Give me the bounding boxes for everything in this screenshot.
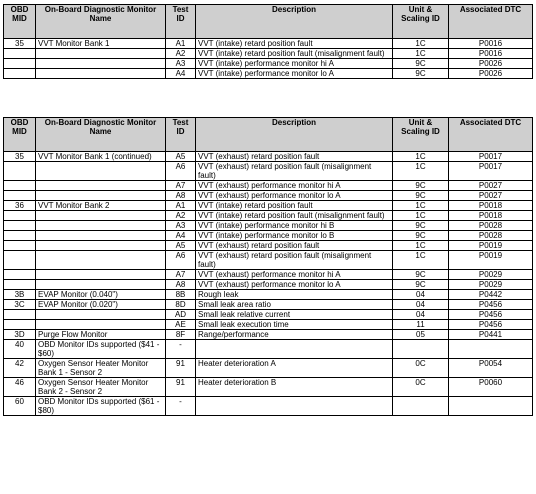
obd-mid-cell: 60 [4, 397, 36, 416]
obd-mid-cell [4, 270, 36, 280]
obd-mid-cell: 36 [4, 201, 36, 211]
dtc-cell: P0016 [449, 49, 533, 59]
header-unit-scaling: Unit & Scaling ID [393, 5, 449, 39]
monitor-name-cell: VVT Monitor Bank 1 [36, 39, 166, 49]
obd-mid-cell: 35 [4, 152, 36, 162]
header-associated-dtc: Associated DTC [449, 118, 533, 152]
description-cell: Rough leak [196, 290, 393, 300]
test-id-cell: A7 [166, 181, 196, 191]
dtc-cell: P0456 [449, 320, 533, 330]
monitor-name-cell: VVT Monitor Bank 2 [36, 201, 166, 211]
table-row [4, 290, 533, 300]
dtc-cell: P0026 [449, 59, 533, 69]
unit-scaling-cell: 04 [393, 300, 449, 310]
description-cell: VVT (exhaust) retard position fault (misalignment fault) [196, 162, 393, 181]
monitor-name-cell: Oxygen Sensor Heater Monitor Bank 2 - Sensor 2 [36, 378, 166, 397]
unit-scaling-cell: 1C [393, 39, 449, 49]
table-1-body [4, 39, 533, 79]
test-id-cell: A1 [166, 39, 196, 49]
monitor-name-cell [36, 191, 166, 201]
table-row [4, 162, 533, 181]
dtc-cell: P0017 [449, 162, 533, 181]
dtc-cell: P0456 [449, 310, 533, 320]
monitor-name-cell [36, 310, 166, 320]
monitor-name-cell: Purge Flow Monitor [36, 330, 166, 340]
header-description: Description [196, 5, 393, 39]
test-id-cell: - [166, 340, 196, 359]
dtc-cell: P0019 [449, 251, 533, 270]
header-associated-dtc: Associated DTC [449, 5, 533, 39]
description-cell: VVT (exhaust) retard position fault [196, 152, 393, 162]
unit-scaling-cell: 04 [393, 310, 449, 320]
description-cell: VVT (exhaust) performance monitor lo A [196, 191, 393, 201]
unit-scaling-cell: 0C [393, 359, 449, 378]
test-id-cell: A6 [166, 251, 196, 270]
obd-mid-cell [4, 221, 36, 231]
dtc-cell: P0441 [449, 330, 533, 340]
description-cell: VVT (intake) performance monitor hi A [196, 59, 393, 69]
description-cell: Range/performance [196, 330, 393, 340]
obd-table-2 [3, 117, 533, 416]
dtc-cell: P0016 [449, 39, 533, 49]
description-cell [196, 340, 393, 359]
header-monitor-name: On-Board Diagnostic Monitor Name [36, 118, 166, 152]
dtc-cell: P0028 [449, 231, 533, 241]
description-cell: Small leak execution time [196, 320, 393, 330]
obd-mid-cell [4, 211, 36, 221]
unit-scaling-cell: 1C [393, 251, 449, 270]
table-row [4, 49, 533, 59]
obd-mid-cell: 46 [4, 378, 36, 397]
obd-table-1 [3, 4, 533, 79]
dtc-cell: P0060 [449, 378, 533, 397]
monitor-name-cell [36, 211, 166, 221]
obd-mid-cell: 35 [4, 39, 36, 49]
monitor-name-cell [36, 231, 166, 241]
monitor-name-cell [36, 162, 166, 181]
unit-scaling-cell: 1C [393, 49, 449, 59]
unit-scaling-cell: 1C [393, 201, 449, 211]
dtc-cell: P0019 [449, 241, 533, 251]
dtc-cell: P0456 [449, 300, 533, 310]
test-id-cell: A6 [166, 162, 196, 181]
unit-scaling-cell: 9C [393, 181, 449, 191]
unit-scaling-cell: 9C [393, 221, 449, 231]
obd-mid-cell [4, 162, 36, 181]
unit-scaling-cell: 9C [393, 59, 449, 69]
unit-scaling-cell: 9C [393, 270, 449, 280]
description-cell: VVT (intake) performance monitor lo B [196, 231, 393, 241]
unit-scaling-cell: 1C [393, 162, 449, 181]
dtc-cell: P0027 [449, 191, 533, 201]
table-row [4, 231, 533, 241]
header-test-id: Test ID [166, 118, 196, 152]
test-id-cell: - [166, 397, 196, 416]
monitor-name-cell: EVAP Monitor (0.020") [36, 300, 166, 310]
table-row [4, 191, 533, 201]
monitor-name-cell [36, 181, 166, 191]
monitor-name-cell: OBD Monitor IDs supported ($41 - $60) [36, 340, 166, 359]
header-description: Description [196, 118, 393, 152]
dtc-cell: P0028 [449, 221, 533, 231]
monitor-name-cell [36, 241, 166, 251]
description-cell: VVT (exhaust) retard position fault (misalignment fault) [196, 251, 393, 270]
obd-mid-cell: 40 [4, 340, 36, 359]
table-row [4, 280, 533, 290]
table-row [4, 211, 533, 221]
description-cell: VVT (intake) performance monitor lo A [196, 69, 393, 79]
obd-mid-cell [4, 310, 36, 320]
monitor-name-cell: EVAP Monitor (0.040") [36, 290, 166, 300]
obd-mid-cell: 3B [4, 290, 36, 300]
monitor-name-cell [36, 270, 166, 280]
unit-scaling-cell [393, 340, 449, 359]
obd-mid-cell: 42 [4, 359, 36, 378]
table-row [4, 310, 533, 320]
table-row [4, 320, 533, 330]
monitor-name-cell [36, 280, 166, 290]
header-unit-scaling: Unit & Scaling ID [393, 118, 449, 152]
test-id-cell: A2 [166, 49, 196, 59]
obd-mid-cell [4, 49, 36, 59]
test-id-cell: A7 [166, 270, 196, 280]
dtc-cell: P0018 [449, 201, 533, 211]
monitor-name-cell [36, 59, 166, 69]
test-id-cell: A8 [166, 280, 196, 290]
unit-scaling-cell: 9C [393, 191, 449, 201]
header-test-id: Test ID [166, 5, 196, 39]
unit-scaling-cell: 1C [393, 152, 449, 162]
description-cell: VVT (exhaust) retard position fault [196, 241, 393, 251]
table-row [4, 251, 533, 270]
description-cell: VVT (intake) retard position fault (misalignment fault) [196, 211, 393, 221]
monitor-name-cell: OBD Monitor IDs supported ($61 - $80) [36, 397, 166, 416]
description-cell [196, 397, 393, 416]
unit-scaling-cell [393, 397, 449, 416]
table-row [4, 330, 533, 340]
description-cell: VVT (exhaust) performance monitor hi A [196, 270, 393, 280]
test-id-cell: A5 [166, 152, 196, 162]
description-cell: VVT (exhaust) performance monitor hi A [196, 181, 393, 191]
test-id-cell: 91 [166, 378, 196, 397]
monitor-name-cell: Oxygen Sensor Heater Monitor Bank 1 - Sensor 2 [36, 359, 166, 378]
dtc-cell: P0018 [449, 211, 533, 221]
obd-mid-cell [4, 280, 36, 290]
description-cell: VVT (intake) performance monitor hi B [196, 221, 393, 231]
dtc-cell: P0027 [449, 181, 533, 191]
unit-scaling-cell: 05 [393, 330, 449, 340]
table-row [4, 69, 533, 79]
monitor-name-cell [36, 221, 166, 231]
table-row [4, 340, 533, 359]
table-row [4, 378, 533, 397]
dtc-cell: P0029 [449, 270, 533, 280]
monitor-name-cell [36, 49, 166, 59]
header-obd-mid: OBD MID [4, 118, 36, 152]
obd-mid-cell [4, 231, 36, 241]
obd-mid-cell [4, 320, 36, 330]
description-cell: VVT (intake) retard position fault [196, 39, 393, 49]
unit-scaling-cell: 1C [393, 211, 449, 221]
obd-mid-cell [4, 59, 36, 69]
test-id-cell: 8D [166, 300, 196, 310]
description-cell: Heater deterioration B [196, 378, 393, 397]
table-row [4, 397, 533, 416]
obd-mid-cell [4, 69, 36, 79]
unit-scaling-cell: 11 [393, 320, 449, 330]
test-id-cell: AE [166, 320, 196, 330]
monitor-name-cell [36, 251, 166, 270]
table-row [4, 241, 533, 251]
table-row [4, 359, 533, 378]
monitor-name-cell: VVT Monitor Bank 1 (continued) [36, 152, 166, 162]
description-cell: Heater deterioration A [196, 359, 393, 378]
description-cell: Small leak relative current [196, 310, 393, 320]
table-row [4, 201, 533, 211]
test-id-cell: A3 [166, 59, 196, 69]
dtc-cell: P0054 [449, 359, 533, 378]
description-cell: VVT (intake) retard position fault (misalignment fault) [196, 49, 393, 59]
dtc-cell: P0442 [449, 290, 533, 300]
dtc-cell: P0026 [449, 69, 533, 79]
obd-mid-cell [4, 251, 36, 270]
table-2-body [4, 152, 533, 416]
table-row [4, 300, 533, 310]
dtc-cell: P0017 [449, 152, 533, 162]
table-row [4, 39, 533, 49]
dtc-cell [449, 397, 533, 416]
test-id-cell: A5 [166, 241, 196, 251]
table-row [4, 152, 533, 162]
table-row [4, 59, 533, 69]
obd-mid-cell [4, 191, 36, 201]
unit-scaling-cell: 0C [393, 378, 449, 397]
test-id-cell: A4 [166, 69, 196, 79]
unit-scaling-cell: 9C [393, 231, 449, 241]
obd-mid-cell: 3C [4, 300, 36, 310]
table-row [4, 221, 533, 231]
test-id-cell: 91 [166, 359, 196, 378]
description-cell: VVT (intake) retard position fault [196, 201, 393, 211]
test-id-cell: 8F [166, 330, 196, 340]
test-id-cell: AD [166, 310, 196, 320]
test-id-cell: 8B [166, 290, 196, 300]
header-obd-mid: OBD MID [4, 5, 36, 39]
dtc-cell [449, 340, 533, 359]
monitor-name-cell [36, 69, 166, 79]
obd-mid-cell [4, 181, 36, 191]
monitor-name-cell [36, 320, 166, 330]
table-row [4, 270, 533, 280]
obd-mid-cell: 3D [4, 330, 36, 340]
table-row [4, 181, 533, 191]
unit-scaling-cell: 9C [393, 280, 449, 290]
description-cell: VVT (exhaust) performance monitor lo A [196, 280, 393, 290]
test-id-cell: A2 [166, 211, 196, 221]
unit-scaling-cell: 04 [393, 290, 449, 300]
unit-scaling-cell: 1C [393, 241, 449, 251]
header-monitor-name: On-Board Diagnostic Monitor Name [36, 5, 166, 39]
unit-scaling-cell: 9C [393, 69, 449, 79]
obd-mid-cell [4, 241, 36, 251]
dtc-cell: P0029 [449, 280, 533, 290]
test-id-cell: A1 [166, 201, 196, 211]
description-cell: Small leak area ratio [196, 300, 393, 310]
test-id-cell: A8 [166, 191, 196, 201]
test-id-cell: A3 [166, 221, 196, 231]
test-id-cell: A4 [166, 231, 196, 241]
